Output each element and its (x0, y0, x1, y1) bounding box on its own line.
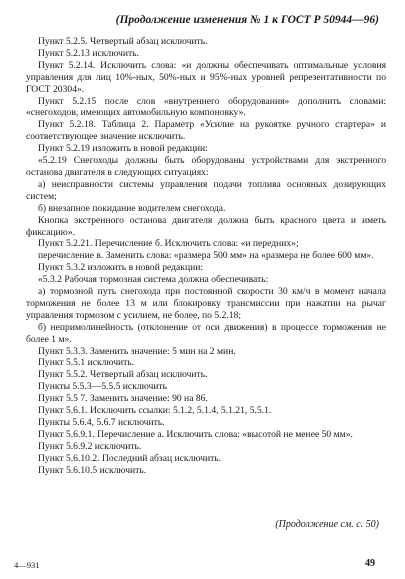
paragraph: Пункты 5.6.4, 5.6.7 исключить. (38, 417, 165, 428)
paragraph: Пункт 5.6.10.2. Последний абзац исключить. (38, 452, 222, 464)
paragraph: Пункт 5.2.5. Четвертый абзац исключить. (38, 36, 208, 47)
paragraph: Пункт 5.6.10.5 исключить. (38, 464, 147, 476)
paragraph: Кнопка экстренного останова двигателя должна быть красного цвета и иметь фиксацию». (26, 214, 386, 238)
paragraph: Пункт 5.5.1 исключить. (38, 357, 135, 369)
page-number: 49 (365, 558, 375, 569)
paragraph: б) непримолинейность (отклонение от оси движения) в процессе торможения не более 1 м». (26, 321, 386, 345)
paragraph: Пункт 5.3.2 изложить в новой редакции: (38, 262, 204, 274)
paragraph: Пункт 5.3.3. Заменить значение: 5 мин на 2 мин. (38, 345, 236, 357)
paragraph: «5.3.2 Рабочая тормозная система должна обеспечивать: (38, 274, 269, 286)
paragraph: Пункт 5.2.13 исключить. (38, 47, 139, 59)
paragraph: перечисление в. Заменить слова: «размера 500 мм» на «размера не более 600 мм». (38, 250, 374, 262)
paragraph: Пункт 5.5 7. Заменить значение: 90 на 86. (38, 393, 208, 405)
paragraph: Пункт 5.2.21. Перечисление б. Исключить слова: «и передних»; (38, 238, 299, 250)
paragraph: а) тормозной путь снегохода при постоянной скорости 30 км/ч в момент начала торможения не более 13 м или блокировку трансмиссии при нажатии на рычаг управления тормозом с усилием, не более, по 5.2.18; (26, 286, 386, 321)
paragraph: Пункт 5.2.15 после слов «внутреннего оборудования» дополнить словами: «снегоходов, имеющих автомобильную компоновку». (26, 95, 386, 119)
paragraph: «5.2.19 Снегоходы должны быть оборудованы устройствами для экстренного останова двигателя в следующих ситуациях: (26, 155, 386, 178)
paragraph: Пункты 5.5.3—5.5.5 исключить (38, 381, 167, 393)
paragraph: Пункт 5.2.19 изложить в новой редакции: (38, 143, 208, 155)
document-body (26, 36, 386, 477)
paragraph: Пункт 5.2.18. Таблица 2. Параметр «Усилие на рукоятке ручного стартера» и соответствующее значение исключить. (26, 119, 386, 143)
paragraph: Пункт 5.6.9.2 исключить. (38, 440, 142, 452)
paragraph: Пункт 5.2.14. Исключить слова: «и должны обеспечивать оптимальные условия управления для лиц 10%-ных, 50%-ных и 95%-ных уровней репрезентативности по ГОСТ 20304». (26, 59, 386, 95)
running-header: (Продолжение изменения № 1 к ГОСТ Р 50944—96) (115, 14, 379, 26)
continuation-note: (Продолжение см. с. 50) (275, 519, 379, 530)
paragraph: Пункт 5.5.2. Четвертый абзац исключить. (38, 369, 208, 381)
paragraph: Пункт 5.6.1. Исключить ссылки: 5.1.2, 5.1.4, 5.1.21, 5.5.1. (38, 405, 272, 417)
print-code: 4—931 (14, 560, 40, 570)
paragraph: а) неисправности системы управления подачи топлива основных дозирующих систем; (26, 178, 386, 202)
paragraph: б) внезапное покидание водителем снегохода. (38, 202, 226, 214)
paragraph: Пункт 5.6.9.1. Перечисление а. Исключить слова: «высотой не менее 50 мм». (38, 428, 353, 440)
